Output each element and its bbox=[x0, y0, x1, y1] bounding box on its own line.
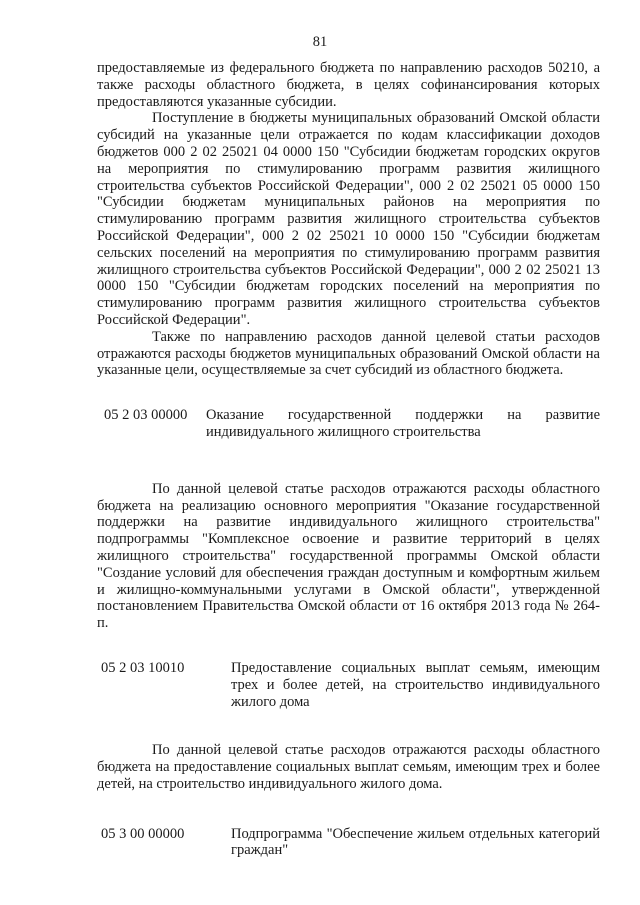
heading-title: Оказание государственной поддержки на развитие индивидуального жилищного строительства bbox=[206, 407, 600, 440]
page-content bbox=[97, 60, 600, 859]
paragraph-receipts: Поступление в бюджеты муниципальных образований Омской области субсидий на указанные цели отражается по кодам классификации доходов бюджетов 000 2 02 25021 04 0000 150 "Субсидии бюджетам городских округов на мероприятия по стимулированию программ развития жилищного строительства субъектов Российской Федерации", 000 2 02 25021 05 0000 150 "Субсидии бюджетам муниципальных районов на мероприятия по стимулированию программ развития жилищного строительства субъектов Российской Федерации", 000 2 02 25021 10 0000 150 "Субсидии бюджетам сельских поселений на мероприятия по стимулированию программ развития жилищного строительства субъектов Российской Федерации", 000 2 02 25021 13 0000 150 "Субсидии бюджетам городских поселений на мероприятия по стимулированию программ развития жилищного строительства субъектов Российской Федерации". bbox=[97, 110, 600, 328]
heading-title: Подпрограмма "Обеспечение жильем отдельных категорий граждан" bbox=[231, 825, 600, 859]
heading-title: Предоставление социальных выплат семьям, имеющим трех и более детей, на строительство индивидуального жилого дома bbox=[231, 659, 600, 710]
heading-code: 05 3 00 00000 bbox=[101, 825, 185, 842]
section-heading-050203 bbox=[97, 407, 600, 441]
heading-code: 05 2 03 00000 bbox=[104, 407, 188, 424]
paragraph-social-payments: По данной целевой статье расходов отражаются расходы областного бюджета на предоставление социальных выплат семьям, имеющим трех и более детей, на строительство индивидуального жилого дома. bbox=[97, 742, 600, 792]
section-heading-053000 bbox=[97, 826, 600, 860]
paragraph-also: Также по направлению расходов данной целевой статьи расходов отражаются расходы бюджетов муниципальных образований Омской области на указанные цели, осуществляемые за счет субсидий из областного бюджета. bbox=[97, 328, 600, 379]
section-heading-0520310010 bbox=[97, 660, 600, 710]
paragraph-continuation: предоставляемые из федерального бюджета по направлению расходов 50210, а также расходы областного бюджета, в целях софинансирования которых предоставляются указанные субсидии. bbox=[97, 60, 600, 110]
paragraph-main-measure: По данной целевой статье расходов отражаются расходы областного бюджета на реализацию основного мероприятия "Оказание государственной поддержки на развитие индивидуального жилищного строительства" подпрограммы "Комплексное освоение и развитие территорий в целях жилищного строительства" государственной программы Омской области "Создание условий для обеспечения граждан доступным и комфортным жильем и жилищно-коммунальными услугами в Омской области", утвержденной постановлением Правительства Омской области от 16 октября 2013 года № 264-п. bbox=[97, 480, 600, 632]
heading-code: 05 2 03 10010 bbox=[101, 659, 185, 676]
page-number: 81 bbox=[312, 34, 328, 50]
